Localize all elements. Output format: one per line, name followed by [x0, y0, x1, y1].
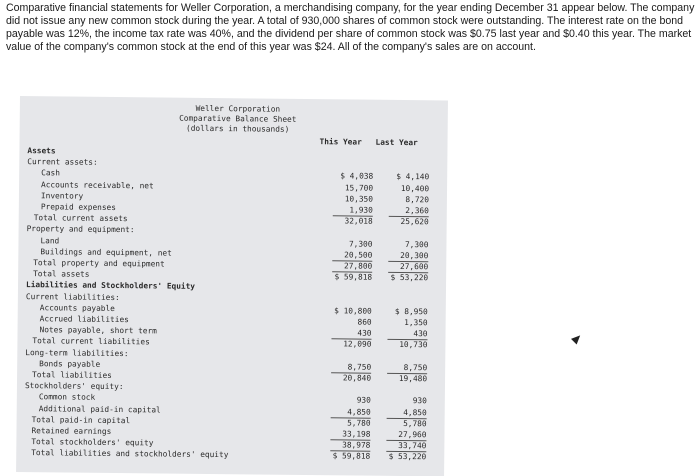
last-year-value: $ 8,950 — [394, 306, 428, 317]
this-year-value: 5,780 — [347, 418, 371, 428]
last-year-value — [367, 385, 427, 386]
row-label: Stockholders' equity: — [24, 381, 124, 392]
last-year-value — [369, 150, 429, 151]
company-name: Weller Corporation — [195, 103, 281, 114]
row-label: Accounts receivable, net — [41, 179, 154, 190]
row-label: Total stockholders' equity — [31, 437, 154, 448]
this-year-value — [313, 149, 373, 150]
row-label: Retained earnings — [31, 426, 112, 436]
this-year-value — [313, 160, 373, 161]
row-label: Accounts payable — [39, 303, 115, 313]
last-year-value: $ 4,140 — [396, 172, 430, 182]
this-year-value: 7,300 — [348, 239, 373, 249]
this-year-value: 930 — [356, 395, 371, 406]
row-label: Additional paid-in capital — [38, 403, 161, 415]
last-year-value: $ 53,220 — [390, 273, 429, 283]
this-year-value: 32,018 — [344, 216, 373, 226]
this-year-value: 38,978 — [342, 440, 371, 450]
row-label: Inventory — [40, 191, 84, 201]
this-year-value: 12,090 — [343, 339, 372, 350]
row-label: Liabilities and Stockholders' Equity — [25, 280, 196, 292]
row-label: Current assets: — [27, 157, 98, 168]
row-label: Bonds payable — [39, 359, 101, 369]
last-year-value: 33,740 — [398, 441, 427, 451]
row-label: Buildings and equipment, net — [40, 247, 172, 258]
last-year-value — [369, 228, 429, 229]
row-label: Assets — [27, 146, 56, 156]
last-year-value — [368, 295, 428, 296]
this-year-value: 20,840 — [342, 373, 372, 383]
row-label: Total current liabilities — [32, 336, 150, 347]
last-year-value: 2,360 — [405, 206, 429, 216]
problem-statement: Comparative financial statements for Weller Corporation, a merchandising company, for the year ending December 31 appear below. The company did not issue any new common stock during the year. A total of 930,000 shares of common stock were outstanding. The interest rate on the bond payable was 12%, the income tax rate was 40%, and the dividend per share of common stock was $0.75 last year and $0.40 this year. The market value of the company's common stock at the end of this year was $24. All of the company's sales are on account. — [6, 2, 695, 53]
last-year-value: 4,850 — [403, 407, 427, 417]
row-label: Accrued liabilities — [39, 314, 129, 325]
last-year-value: 10,730 — [399, 340, 428, 350]
last-year-value: 1,350 — [404, 318, 428, 328]
this-year-value: 10,350 — [344, 194, 373, 204]
mouse-cursor-icon — [571, 332, 583, 344]
statement-title: Comparative Balance Sheet — [179, 113, 297, 124]
row-label: Common stock — [38, 392, 96, 403]
this-year-value: 33,198 — [342, 429, 371, 439]
last-year-value: $ 53,220 — [388, 452, 427, 462]
last-year-value — [368, 284, 428, 285]
this-year-value — [312, 283, 372, 284]
this-year-value: 20,500 — [344, 250, 373, 260]
this-year-value — [312, 295, 372, 296]
last-year-value — [369, 161, 429, 162]
last-year-value: 20,300 — [400, 250, 429, 261]
row-label: Total property and equipment — [33, 258, 165, 269]
balance-sheet-image — [16, 96, 448, 476]
last-year-value: 430 — [413, 329, 428, 339]
this-year-value: 1,930 — [349, 205, 373, 215]
row-label: Total assets — [33, 269, 90, 279]
last-year-value — [367, 351, 427, 352]
last-year-value: 930 — [412, 396, 427, 406]
this-year-value: $ 59,818 — [332, 451, 371, 462]
row-label: Long-term liabilities: — [25, 347, 129, 358]
this-year-value: 4,850 — [347, 407, 371, 417]
this-year-value: 15,700 — [344, 183, 374, 193]
this-year-value — [311, 351, 371, 352]
this-year-value: 27,800 — [344, 261, 373, 271]
row-label: Notes payable, short term — [39, 325, 157, 336]
row-label: Total current assets — [33, 213, 128, 224]
last-year-value: 27,600 — [400, 261, 429, 272]
this-year-value — [311, 384, 371, 385]
column-header-last-year: Last Year — [375, 137, 418, 148]
last-year-value: 7,300 — [404, 239, 429, 249]
last-year-value: 27,960 — [398, 429, 427, 440]
last-year-value: 5,780 — [403, 418, 427, 429]
this-year-value: 8,750 — [347, 362, 372, 372]
row-label: Cash — [41, 168, 61, 178]
this-year-value: $ 4,038 — [340, 171, 374, 182]
row-label: Land — [40, 235, 60, 246]
last-year-value: 19,480 — [398, 373, 428, 384]
this-year-value: 860 — [357, 317, 372, 327]
row-label: Total liabilities and stockholders' equity — [31, 448, 229, 460]
row-label: Prepaid expenses — [40, 202, 116, 213]
last-year-value: 25,620 — [400, 217, 429, 227]
last-year-value: 10,400 — [400, 183, 430, 193]
statement-units: (dollars in thousands) — [185, 123, 290, 134]
row-label: Property and equipment: — [26, 224, 135, 235]
row-label: Total paid-in capital — [31, 414, 131, 425]
row-label: Total liabilities — [32, 370, 112, 380]
column-header-this-year: This Year — [319, 137, 362, 147]
this-year-value: $ 59,818 — [334, 272, 373, 282]
this-year-value — [313, 227, 373, 228]
last-year-value: 8,750 — [403, 362, 428, 373]
this-year-value: 430 — [357, 328, 372, 338]
last-year-value: 8,720 — [405, 194, 429, 205]
row-label: Current liabilities: — [25, 291, 120, 302]
this-year-value: $ 10,800 — [334, 306, 372, 316]
